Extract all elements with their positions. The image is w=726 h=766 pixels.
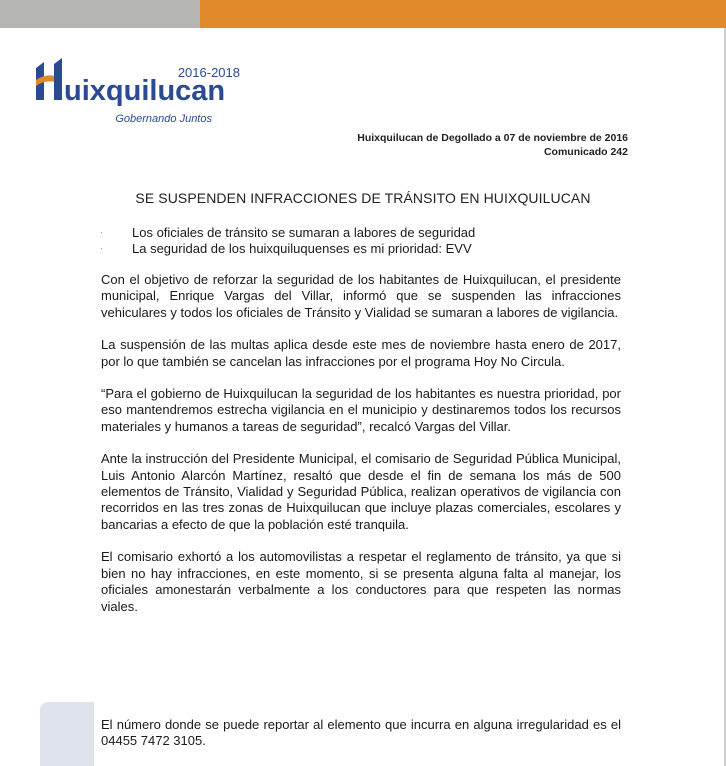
logo-graphic [30, 50, 260, 130]
location-date: Huixquilucan de Degollado a 07 de noviembre de 2016 [357, 132, 628, 144]
decorative-accent [40, 702, 94, 766]
paragraph: Con el objetivo de reforzar la seguridad de los habitantes de Huixquilucan, el presidente municipal, Enrique Vargas del Villar, informó que se suspenden las infracciones vehiculares y todos los oficiales de Tránsito y Vialidad se sumaran a labores de vigilancia. [101, 272, 621, 320]
bullet-marker-icon: · [100, 227, 104, 238]
document-body [101, 272, 621, 631]
huixquilucan-logo [30, 50, 260, 130]
logo-years: 2016-2018 [177, 65, 240, 80]
paragraph: Ante la instrucción del Presidente Municipal, el comisario de Seguridad Pública Municipal, Luis Antonio Alarcón Martínez, resaltó que desde el fin de semana los más de 500 elementos de Tránsito, Vialidad y Seguridad Pública, realizan operativos de vigilancia con recorridos en las tres zonas de Huixquilucan que incluye plazas comerciales, escolares y bancarias a efecto de que la población esté tranquila. [101, 451, 621, 532]
paragraph: El comisario exhortó a los automovilistas a respetar el reglamento de tránsito, ya que si bien no hay infracciones, en este momento, si se presenta alguna falta al manejar, los oficiales amonestarán verbalmente a los conductores para que respeten las normas viales. [101, 549, 621, 614]
bullet-text: Los oficiales de tránsito se sumaran a labores de seguridad [132, 225, 476, 240]
bullet-marker-icon: · [100, 243, 104, 254]
communique-number: Comunicado 242 [543, 146, 628, 158]
top-bar-orange-segment [200, 0, 726, 28]
paragraph: “Para el gobierno de Huixquilucan la seguridad de los habitantes es nuestra prioridad, por eso mantendremos estrecha vigilancia en el municipio y destinaremos todos los recursos materiales y humanos a tareas de seguridad”, recalcó Vargas del Villar. [101, 386, 621, 434]
paragraph: La suspensión de las multas aplica desde este mes de noviembre hasta enero de 2017, por lo que también se cancelan las infracciones por el programa Hoy No Circula. [101, 337, 621, 369]
logo-name: uixquilucan [64, 75, 226, 107]
top-bar-grey-segment [0, 0, 200, 28]
logo-h-right-stroke [54, 58, 62, 100]
summary-bullets [100, 225, 475, 257]
top-color-bar [0, 0, 726, 28]
document-header-info [357, 131, 628, 159]
bullet-item [100, 225, 475, 241]
paragraph: El número donde se puede reportar al elemento que incurra en alguna irregularidad es el 04455 7472 3105. [101, 717, 621, 749]
bullet-item [100, 241, 475, 257]
logo-slogan: Gobernando Juntos [115, 113, 212, 125]
bullet-text: La seguridad de los huixquiluquenses es mi prioridad: EVV [132, 241, 472, 256]
document-title: SE SUSPENDEN INFRACCIONES DE TRÁNSITO EN HUIXQUILUCAN [135, 190, 591, 206]
